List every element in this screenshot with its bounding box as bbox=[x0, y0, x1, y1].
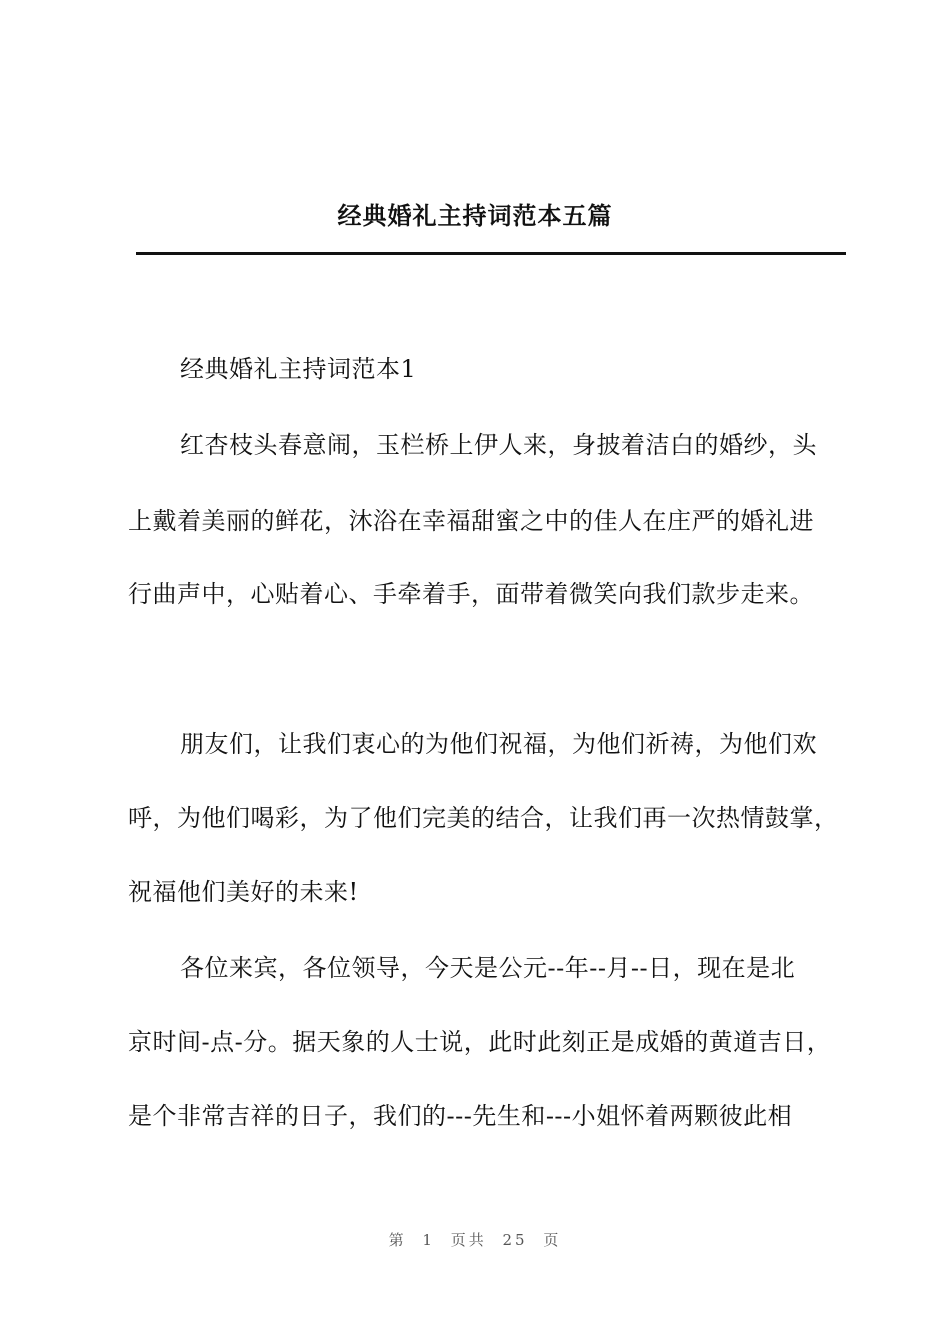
paragraph-line: 行曲声中，心贴着心、手牵着手，面带着微笑向我们款步走来。 bbox=[128, 580, 814, 608]
paragraph-line: 红杏枝头春意闹，玉栏桥上伊人来，身披着洁白的婚纱，头 bbox=[180, 431, 817, 459]
paragraph-line: 京时间-点-分。据天象的人士说，此时此刻正是成婚的黄道吉日， bbox=[128, 1028, 832, 1056]
paragraph-line: 祝福他们美好的未来! bbox=[128, 878, 359, 906]
section-heading: 经典婚礼主持词范本1 bbox=[180, 355, 417, 383]
title-divider bbox=[136, 252, 846, 255]
paragraph-line: 呼，为他们喝彩，为了他们完美的结合，让我们再一次热情鼓掌， bbox=[128, 804, 839, 832]
paragraph-line: 朋友们，让我们衷心的为他们祝福，为他们祈祷，为他们欢 bbox=[180, 730, 817, 758]
page-number-footer: 第 1 页共 25 页 bbox=[388, 1231, 562, 1249]
paragraph-line: 是个非常吉祥的日子，我们的---先生和---小姐怀着两颗彼此相 bbox=[128, 1102, 793, 1130]
paragraph-line: 上戴着美丽的鲜花，沐浴在幸福甜蜜之中的佳人在庄严的婚礼进 bbox=[128, 507, 814, 535]
document-title: 经典婚礼主持词范本五篇 bbox=[337, 201, 613, 230]
paragraph-line: 各位来宾，各位领导，今天是公元--年--月--日，现在是北 bbox=[180, 954, 796, 982]
